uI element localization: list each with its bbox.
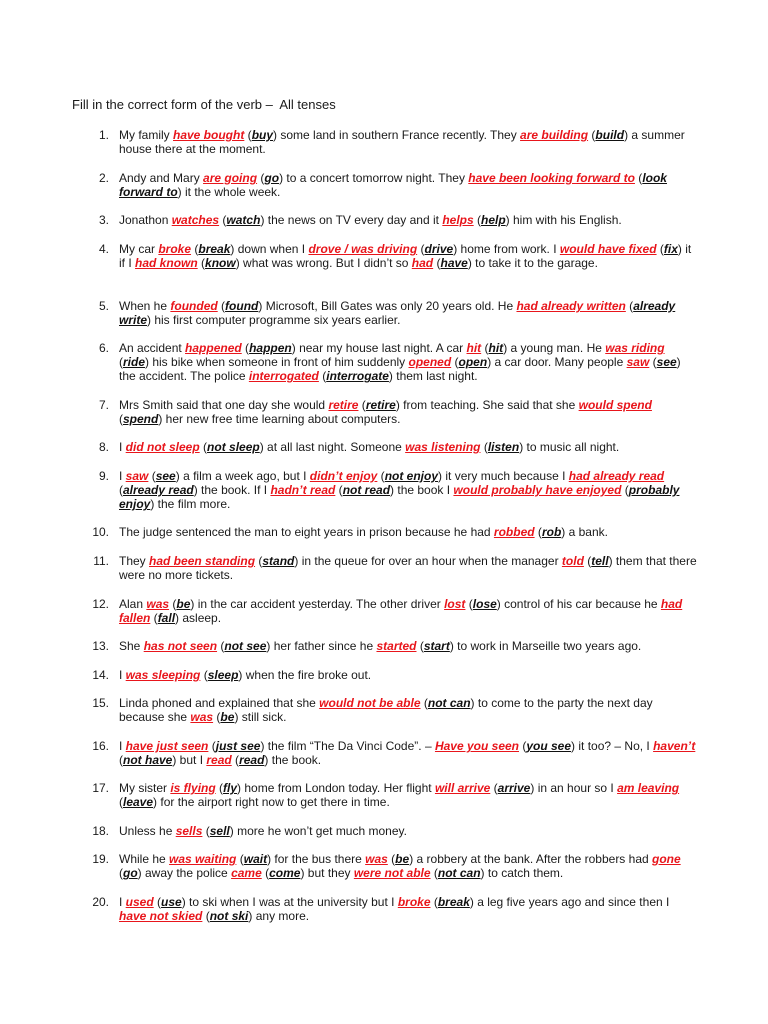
base-verb: come [269, 866, 301, 881]
sentence-text: ) it very much because I [438, 469, 569, 483]
base-verb: tell [591, 554, 609, 568]
sentence-text: ( [481, 341, 489, 355]
sentence-text: ( [236, 852, 244, 866]
sentence-text: ) the book. If I [193, 483, 271, 498]
answer-verb: are going [203, 171, 258, 185]
sentence-text: ) in the car accident yesterday. The other driver [190, 597, 445, 611]
answer-verb: had [411, 256, 434, 271]
sentence-text: ( [420, 696, 428, 710]
sentence-text: I [119, 895, 126, 909]
sentence-text: ) but I [172, 753, 207, 768]
sentence-text: ( [583, 554, 592, 568]
sentence-text: ( [119, 355, 123, 370]
sentence-text: ( [197, 256, 206, 271]
sentence-text: ) a young man. He [503, 341, 606, 355]
base-verb: be [220, 710, 235, 725]
answer-verb: watches [171, 213, 220, 227]
answer-verb: was [146, 597, 170, 611]
answer-verb: used [125, 895, 154, 909]
base-verb: stand [262, 554, 295, 568]
answer-verb: Have you seen [434, 739, 519, 753]
item-sentence [119, 469, 697, 512]
item-sentence [119, 242, 697, 270]
answer-verb: had already read [568, 469, 665, 483]
answer-verb: was sleeping [125, 668, 201, 682]
base-verb: know [205, 256, 236, 271]
sentence-text: ) still sick. [234, 710, 287, 725]
sentence-text: ) away the police [137, 866, 232, 881]
page-title: Fill in the correct form of the verb – All tenses [72, 97, 336, 112]
sentence-text: ) from teaching. She said that she [395, 398, 579, 412]
item-sentence [119, 171, 697, 199]
answer-verb: would have fixed [559, 242, 657, 256]
item-number: 15. [92, 696, 109, 710]
answer-verb: was riding [605, 341, 665, 355]
item-sentence [119, 895, 697, 923]
sentence-text: She [119, 639, 144, 653]
sentence-text: ( [433, 256, 441, 271]
sentence-text: ( [217, 639, 225, 653]
base-verb: rob [541, 525, 562, 539]
sentence-text: ) him with his English. [505, 213, 622, 227]
base-verb: lose [472, 597, 497, 611]
sentence-text: They [119, 554, 150, 568]
sentence-text: ( [430, 866, 438, 881]
answer-verb: came [231, 866, 262, 881]
sentence-text: ) in an hour so I [530, 781, 618, 795]
sentence-text: ( [119, 753, 123, 768]
answer-verb: sells [175, 824, 203, 838]
sentence-text: ) to catch them. [480, 866, 564, 881]
sentence-text: ) for the bus there [267, 852, 366, 866]
sentence-text: ) them that there were no more tickets. [119, 554, 697, 583]
sentence-text: ( [261, 866, 270, 881]
sentence-text: ( [215, 781, 224, 795]
sentence-text: ) the book. [264, 753, 322, 768]
answer-verb: started [376, 639, 417, 653]
base-verb: you see [526, 739, 572, 753]
sentence-text: ( [417, 242, 425, 256]
sentence-text: ) a car door. Many people [487, 355, 627, 370]
sentence-text: ) in the queue for over an hour when the manager [294, 554, 562, 568]
item-number: 14. [92, 668, 109, 682]
sentence-text: ( [451, 355, 459, 370]
answer-verb: helps [442, 213, 474, 227]
answer-verb: interrogated [248, 369, 319, 384]
sentence-text: ) a robbery at the bank. After the robbers had [409, 852, 652, 866]
base-verb: fly [223, 781, 238, 795]
item-number: 17. [92, 781, 109, 795]
item-sentence [119, 639, 697, 653]
sentence-text: ) it the whole week. [177, 185, 281, 200]
answer-verb: read [206, 753, 232, 768]
sentence-text: ) the film “The Da Vinci Code”. – [260, 739, 435, 753]
base-verb: already write [119, 299, 676, 328]
base-verb: not enjoy [384, 469, 439, 483]
answer-verb: did not sleep [125, 440, 200, 454]
item-sentence [119, 440, 697, 454]
item-sentence [119, 341, 697, 384]
sentence-text: ) a bank. [561, 525, 608, 539]
sentence-text: ( [257, 171, 265, 185]
base-verb: look forward to [119, 171, 667, 200]
sentence-text: ) to come to the party the next day because she [119, 696, 653, 725]
answer-verb: haven’t [653, 739, 696, 753]
sentence-text: While he [119, 852, 170, 866]
item-sentence [119, 128, 697, 156]
base-verb: see [656, 355, 677, 370]
base-verb: buy [251, 128, 274, 142]
base-verb: help [481, 213, 506, 227]
item-number: 5. [98, 299, 109, 313]
sentence-text: I [119, 469, 126, 483]
item-number: 7. [98, 398, 109, 412]
answer-verb: had known [135, 256, 198, 271]
answer-verb: have just seen [125, 739, 209, 753]
answer-verb: had fallen [119, 597, 683, 626]
sentence-text: ( [199, 440, 208, 454]
sentence-text: ) down when I [230, 242, 309, 256]
sentence-text: ) any more. [248, 909, 310, 924]
sentence-text: ) for the airport right now to get there in time. [153, 795, 390, 810]
sentence-text: ( [621, 483, 629, 498]
sentence-text: When he [119, 299, 171, 313]
sentence-text: ( [465, 597, 473, 611]
base-verb: not ski [209, 909, 249, 924]
base-verb: fall [157, 611, 176, 626]
sentence-text: My car [119, 242, 159, 256]
answer-verb: would spend [578, 398, 652, 412]
item-sentence [119, 696, 697, 724]
item-number: 10. [92, 525, 109, 539]
item-number: 18. [92, 824, 109, 838]
sentence-text: ) more he won’t get much money. [229, 824, 407, 838]
item-number: 1. [98, 128, 109, 142]
sentence-text: I [119, 440, 126, 454]
answer-verb: was waiting [169, 852, 237, 866]
base-verb: sell [209, 824, 230, 838]
answer-verb: have not skied [119, 909, 203, 924]
base-verb: have [440, 256, 468, 271]
sentence-text: Unless he [119, 824, 176, 838]
item-sentence [119, 824, 697, 838]
sentence-text: ) to take it to the garage. [467, 256, 598, 271]
sentence-text: ( [534, 525, 542, 539]
sentence-text: Mrs Smith said that one day she would [119, 398, 329, 412]
base-verb: sleep [207, 668, 239, 682]
sentence-text: My sister [119, 781, 171, 795]
base-verb: drive [424, 242, 454, 256]
sentence-text: ( [191, 242, 199, 256]
sentence-text: I [119, 739, 126, 753]
sentence-text: I [119, 668, 126, 682]
answer-verb: broke [158, 242, 192, 256]
sentence-text: ( [148, 469, 156, 483]
base-verb: not have [123, 753, 173, 768]
sentence-text: ) the film more. [150, 497, 231, 512]
item-number: 20. [92, 895, 109, 909]
answer-verb: broke [397, 895, 431, 909]
item-sentence [119, 852, 697, 880]
sentence-text: ) them last night. [388, 369, 478, 384]
answer-verb: is flying [170, 781, 216, 795]
sentence-text: ) control of his car because he [496, 597, 661, 611]
sentence-text: ( [490, 781, 498, 795]
base-verb: build [595, 128, 625, 142]
sentence-text: ) it if I [119, 242, 692, 271]
base-verb: leave [123, 795, 154, 810]
sentence-text: ( [318, 369, 327, 384]
base-verb: not see [224, 639, 267, 653]
sentence-text: The judge sentenced the man to eight years in prison because he had [119, 525, 494, 539]
sentence-text: ) near my house last night. A car [291, 341, 467, 355]
sentence-text: ( [241, 341, 250, 355]
item-sentence [119, 739, 697, 767]
sentence-text: ) to music all night. [519, 440, 620, 454]
sentence-text: My family [119, 128, 173, 142]
base-verb: happen [249, 341, 292, 355]
base-verb: just see [215, 739, 261, 753]
sentence-text: ) his first computer programme six years earlier. [147, 313, 401, 328]
item-sentence [119, 398, 697, 426]
item-number: 3. [98, 213, 109, 227]
sentence-text: ( [416, 639, 424, 653]
sentence-text: ( [255, 554, 263, 568]
sentence-text: ( [219, 213, 227, 227]
answer-verb: would probably have enjoyed [453, 483, 622, 498]
answer-verb: told [561, 554, 584, 568]
sentence-text: Alan [119, 597, 147, 611]
sentence-text: ) when the fire broke out. [238, 668, 372, 682]
answer-verb: was [190, 710, 214, 725]
answer-verb: am leaving [617, 781, 680, 795]
base-verb: retire [365, 398, 396, 412]
sentence-text: ) to work in Marseille two years ago. [449, 639, 642, 653]
item-sentence [119, 668, 697, 682]
sentence-text: Linda phoned and explained that she [119, 696, 320, 710]
sentence-text: ( [430, 895, 438, 909]
item-number: 19. [92, 852, 109, 866]
sentence-text: ( [202, 824, 210, 838]
sentence-text: ) what was wrong. But I didn’t so [235, 256, 412, 271]
item-number: 8. [98, 440, 109, 454]
sentence-text: ( [150, 611, 158, 626]
sentence-text: ( [208, 739, 216, 753]
sentence-text: ( [588, 128, 596, 142]
base-verb: found [225, 299, 259, 313]
answer-verb: would not be able [319, 696, 421, 710]
answer-verb: drove / was driving [308, 242, 418, 256]
item-sentence [119, 781, 697, 809]
base-verb: watch [226, 213, 261, 227]
sentence-text: ) to ski when I was at the university but I [181, 895, 398, 909]
sentence-text: ) but they [300, 866, 354, 881]
base-verb: fix [663, 242, 678, 256]
sentence-text: ) home from work. I [453, 242, 560, 256]
base-verb: use [161, 895, 182, 909]
item-sentence [119, 525, 697, 539]
sentence-text: ( [519, 739, 527, 753]
base-verb: start [423, 639, 450, 653]
base-verb: already read [123, 483, 194, 498]
sentence-text: ) to a concert tomorrow night. They [279, 171, 469, 185]
sentence-text: ( [213, 710, 221, 725]
answer-verb: happened [185, 341, 242, 355]
base-verb: be [395, 852, 410, 866]
sentence-text: Jonathon [119, 213, 172, 227]
sentence-text: ) her new free time learning about computers. [158, 412, 401, 427]
sentence-text: ( [119, 412, 123, 427]
base-verb: not sleep [207, 440, 260, 454]
item-sentence [119, 299, 697, 327]
base-verb: hit [488, 341, 504, 355]
sentence-text: ) the news on TV every day and it [260, 213, 443, 227]
item-number: 4. [98, 242, 109, 256]
sentence-text: ) home from London today. Her flight [237, 781, 435, 795]
base-verb: interrogate [326, 369, 389, 384]
answer-verb: hadn’t read [270, 483, 336, 498]
base-verb: not read [342, 483, 391, 498]
item-number: 16. [92, 739, 109, 753]
item-sentence [119, 597, 697, 625]
sentence-text: ( [153, 895, 162, 909]
base-verb: go [264, 171, 280, 185]
answer-verb: retire [328, 398, 359, 412]
base-verb: spend [123, 412, 159, 427]
sentence-text: ( [119, 795, 123, 810]
sentence-text: ( [656, 242, 664, 256]
sentence-text: ) a film a week ago, but I [175, 469, 310, 483]
sentence-text: ) her father since he [266, 639, 377, 653]
sentence-text: ( [377, 469, 385, 483]
base-verb: be [176, 597, 191, 611]
sentence-text: ) a leg five years ago and since then I [469, 895, 670, 909]
sentence-text: ) his bike when someone in front of him suddenly [145, 355, 409, 370]
sentence-text: ) the book I [390, 483, 454, 498]
sentence-text: ( [231, 753, 240, 768]
base-verb: ride [123, 355, 146, 370]
sentence-text: ( [473, 213, 481, 227]
sentence-text: An accident [119, 341, 186, 355]
sentence-text: ) at all last night. Someone [259, 440, 406, 454]
answer-verb: will arrive [434, 781, 491, 795]
sentence-text: ) it too? – No, I [571, 739, 654, 753]
base-verb: see [155, 469, 176, 483]
item-number: 12. [92, 597, 109, 611]
sentence-text: ( [119, 866, 123, 881]
sentence-text: ) asleep. [175, 611, 222, 626]
item-number: 9. [98, 469, 109, 483]
sentence-text: ( [202, 909, 210, 924]
item-sentence [119, 554, 697, 582]
answer-verb: were not able [353, 866, 431, 881]
answer-verb: has not seen [143, 639, 218, 653]
base-verb: listen [487, 440, 520, 454]
sentence-text: ( [200, 668, 208, 682]
answer-verb: had already written [516, 299, 626, 313]
sentence-text: ( [625, 299, 634, 313]
base-verb: not can [437, 866, 481, 881]
answer-verb: have been looking forward to [468, 171, 635, 185]
sentence-text: ) Microsoft, Bill Gates was only 20 years old. He [258, 299, 517, 313]
answer-verb: gone [652, 852, 681, 866]
answer-verb: lost [444, 597, 466, 611]
base-verb: read [239, 753, 265, 768]
sentence-text: ( [244, 128, 252, 142]
sentence-text: ( [335, 483, 343, 498]
answer-verb: have bought [173, 128, 245, 142]
sentence-text: ( [119, 483, 123, 498]
answer-verb: robbed [493, 525, 535, 539]
sentence-text: ) the accident. The police [119, 355, 681, 384]
answer-verb: was listening [405, 440, 481, 454]
answer-verb: was [365, 852, 388, 866]
sentence-text: ) some land in southern France recently. They [273, 128, 521, 142]
sentence-text: ( [169, 597, 177, 611]
base-verb: not can [427, 696, 471, 710]
answer-verb: saw [626, 355, 650, 370]
sentence-text: Andy and Mary [119, 171, 204, 185]
item-number: 13. [92, 639, 109, 653]
item-number: 11. [93, 554, 109, 568]
answer-verb: opened [408, 355, 452, 370]
item-number: 6. [98, 341, 109, 355]
base-verb: break [198, 242, 231, 256]
sentence-text: ( [217, 299, 226, 313]
answer-verb: saw [125, 469, 149, 483]
base-verb: open [458, 355, 488, 370]
answer-verb: didn’t enjoy [309, 469, 378, 483]
sentence-text: ) a summer house there at the moment. [119, 128, 685, 157]
base-verb: arrive [497, 781, 531, 795]
answer-verb: founded [170, 299, 218, 313]
sentence-text: ( [649, 355, 657, 370]
base-verb: probably enjoy [119, 483, 680, 512]
sentence-text: ( [634, 171, 643, 185]
sentence-text: ( [358, 398, 366, 412]
base-verb: break [437, 895, 470, 909]
base-verb: wait [243, 852, 268, 866]
sentence-text: ( [387, 852, 396, 866]
base-verb: go [123, 866, 138, 881]
item-number: 2. [98, 171, 109, 185]
answer-verb: are building [520, 128, 589, 142]
item-sentence [119, 213, 697, 227]
answer-verb: had been standing [149, 554, 256, 568]
sentence-text: ( [480, 440, 488, 454]
answer-verb: hit [466, 341, 482, 355]
